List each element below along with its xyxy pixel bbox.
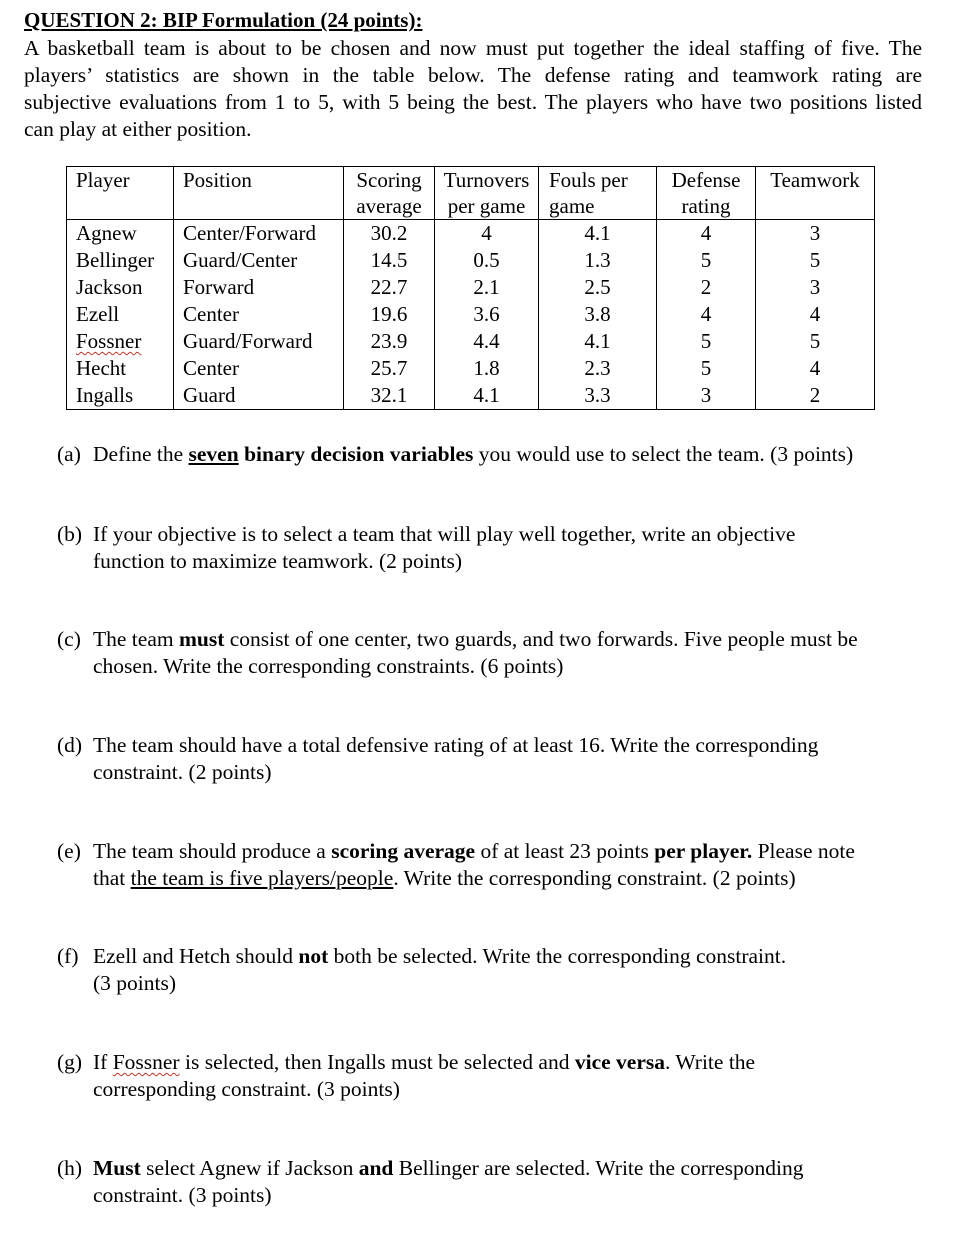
question-d — [57, 732, 927, 786]
cell-position: Guard/Forward — [174, 328, 344, 355]
cell-defense: 5 — [657, 247, 756, 274]
cell-defense: 5 — [657, 328, 756, 355]
question-g — [57, 1049, 927, 1103]
cell-scoring: 30.2 — [344, 220, 435, 248]
cell-player: Bellinger — [67, 247, 174, 274]
question-label: (c) — [57, 627, 81, 651]
question-text: If Fossner is selected, then Ingalls must be selected and vice versa. Write the corresponding constraint. (3 points) — [93, 1050, 756, 1101]
cell-defense: 5 — [657, 355, 756, 382]
intro-line: A basketball team is about to be chosen and now must put together the ideal staffing of five. The — [24, 36, 922, 60]
cell-player: Jackson — [67, 274, 174, 301]
cell-turnovers: 0.5 — [435, 247, 539, 274]
cell-teamwork: 3 — [756, 220, 875, 248]
cell-teamwork: 3 — [756, 274, 875, 301]
question-text: Define the seven binary decision variables you would use to select the team. (3 points) — [93, 442, 854, 466]
table-row — [67, 220, 875, 248]
header-turnovers — [435, 167, 539, 220]
cell-position: Forward — [174, 274, 344, 301]
cell-teamwork: 4 — [756, 301, 875, 328]
question-label: (e) — [57, 839, 81, 863]
question-h — [57, 1155, 927, 1209]
question-text: The team should have a total defensive rating of at least 16. Write the corresponding constraint. (2 points) — [93, 733, 819, 784]
header-player: Player — [67, 167, 174, 220]
question-label: (d) — [57, 733, 83, 757]
question-e — [57, 838, 927, 892]
cell-player: Hecht — [67, 355, 174, 382]
cell-turnovers: 4.1 — [435, 382, 539, 410]
cell-scoring: 22.7 — [344, 274, 435, 301]
table-row — [67, 355, 875, 382]
table-row — [67, 382, 875, 410]
cell-fouls: 1.3 — [539, 247, 657, 274]
cell-fouls: 2.5 — [539, 274, 657, 301]
header-defense-rating — [657, 167, 756, 220]
cell-fouls: 3.8 — [539, 301, 657, 328]
cell-scoring: 19.6 — [344, 301, 435, 328]
cell-defense: 2 — [657, 274, 756, 301]
cell-scoring: 32.1 — [344, 382, 435, 410]
question-label: (a) — [57, 442, 81, 466]
question-b — [57, 521, 927, 575]
header-text: rating — [681, 194, 731, 218]
table-header-row — [67, 167, 875, 220]
spellcheck-word: Fossner — [76, 329, 142, 353]
cell-player: Ezell — [67, 301, 174, 328]
cell-position: Guard — [174, 382, 344, 410]
cell-fouls: 2.3 — [539, 355, 657, 382]
cell-position: Center — [174, 355, 344, 382]
cell-fouls: 4.1 — [539, 328, 657, 355]
question-label: (b) — [57, 522, 83, 546]
intro-line: players’ statistics are shown in the table below. The defense rating and teamwork rating are — [24, 63, 922, 87]
cell-teamwork: 5 — [756, 247, 875, 274]
cell-scoring: 14.5 — [344, 247, 435, 274]
cell-player — [67, 328, 174, 355]
question-c — [57, 626, 927, 680]
header-text: Scoring — [356, 168, 422, 192]
cell-turnovers: 1.8 — [435, 355, 539, 382]
question-text: If your objective is to select a team that will play well together, write an objective function to maximize teamwork. (2 points) — [93, 522, 796, 573]
question-a — [57, 441, 927, 468]
cell-scoring: 25.7 — [344, 355, 435, 382]
question-label: (h) — [57, 1156, 83, 1180]
question-text: The team should produce a scoring average of at least 23 points per player. Please note that the team is five players/people. Write the corresponding constraint. (2 points) — [93, 839, 855, 890]
header-position: Position — [174, 167, 344, 220]
cell-player: Agnew — [67, 220, 174, 248]
cell-fouls: 4.1 — [539, 220, 657, 248]
header-teamwork: Teamwork — [756, 167, 875, 220]
cell-position: Center — [174, 301, 344, 328]
cell-defense: 3 — [657, 382, 756, 410]
cell-turnovers: 2.1 — [435, 274, 539, 301]
cell-teamwork: 2 — [756, 382, 875, 410]
header-text: per game — [447, 194, 526, 218]
question-label: (f) — [57, 944, 79, 968]
cell-teamwork: 4 — [756, 355, 875, 382]
question-text: The team must consist of one center, two guards, and two forwards. Five people must be chosen. Write the corresponding constraints. (6 points) — [93, 627, 858, 678]
cell-turnovers: 4.4 — [435, 328, 539, 355]
table-row — [67, 274, 875, 301]
header-fouls — [539, 167, 657, 220]
player-stats-table — [66, 166, 875, 410]
header-text: Fouls per — [549, 168, 628, 192]
header-text: average — [356, 194, 422, 218]
cell-position: Guard/Center — [174, 247, 344, 274]
cell-turnovers: 3.6 — [435, 301, 539, 328]
cell-turnovers: 4 — [435, 220, 539, 248]
header-text: Turnovers — [443, 168, 530, 192]
header-text: Defense — [671, 168, 741, 192]
cell-fouls: 3.3 — [539, 382, 657, 410]
question-text: Must select Agnew if Jackson and Bellinger are selected. Write the corresponding constraint. (3 points) — [93, 1156, 804, 1207]
table-row — [67, 301, 875, 328]
cell-defense: 4 — [657, 220, 756, 248]
cell-defense: 4 — [657, 301, 756, 328]
intro-paragraph — [24, 35, 922, 143]
table-row — [67, 328, 875, 355]
question-text: Ezell and Hetch should not both be selected. Write the corresponding constraint. (3 points) — [93, 944, 787, 995]
intro-line: subjective evaluations from 1 to 5, with 5 being the best. The players who have two positions listed — [24, 90, 922, 114]
cell-player: Ingalls — [67, 382, 174, 410]
header-text: game — [549, 194, 595, 218]
cell-teamwork: 5 — [756, 328, 875, 355]
question-title: QUESTION 2: BIP Formulation (24 points): — [24, 8, 423, 32]
table-row — [67, 247, 875, 274]
cell-scoring: 23.9 — [344, 328, 435, 355]
cell-position: Center/Forward — [174, 220, 344, 248]
question-f — [57, 943, 927, 997]
intro-line: can play at either position. — [24, 117, 252, 141]
header-scoring-average — [344, 167, 435, 220]
question-label: (g) — [57, 1050, 83, 1074]
